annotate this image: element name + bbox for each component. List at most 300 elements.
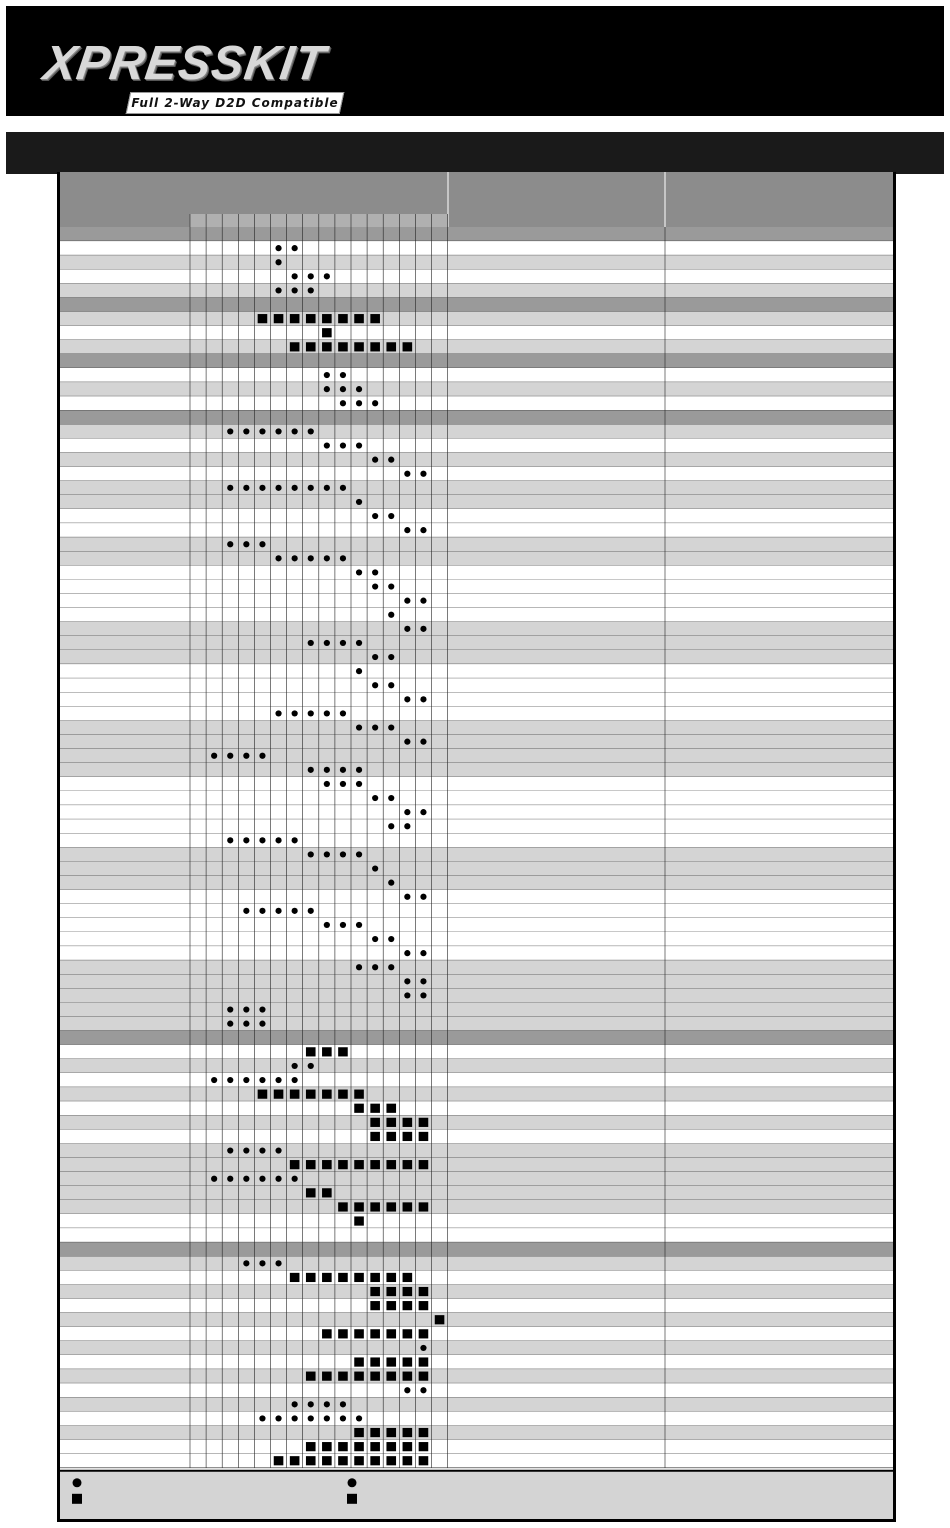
compatibility-square: [322, 1273, 332, 1282]
compatibility-dot: [404, 950, 410, 956]
compatibility-dot: [243, 1260, 249, 1266]
compatibility-square: [258, 314, 268, 323]
compatibility-dot: [356, 922, 362, 928]
compatibility-dot: [372, 795, 378, 801]
compatibility-dot: [340, 1415, 346, 1421]
compatibility-square: [403, 1160, 413, 1169]
compatibility-dot: [388, 724, 394, 730]
table-row: [60, 749, 893, 763]
compatibility-square: [306, 1047, 316, 1056]
compatibility-square: [338, 1329, 348, 1338]
compatibility-square: [354, 1357, 364, 1366]
compatibility-dot: [292, 1077, 298, 1083]
compatibility-square: [354, 1456, 364, 1465]
compatibility-dot: [259, 1006, 265, 1012]
table-row: [60, 678, 893, 692]
table-row: [60, 1327, 893, 1341]
compatibility-square: [386, 1372, 396, 1381]
compatibility-dot: [420, 1345, 426, 1351]
compatibility-dot: [372, 654, 378, 660]
compatibility-dot: [340, 442, 346, 448]
compatibility-dot: [420, 598, 426, 604]
header-cell-notes: [448, 172, 665, 227]
table-row: [60, 1454, 893, 1468]
compatibility-dot: [372, 936, 378, 942]
compatibility-dot: [404, 823, 410, 829]
table-row: [60, 763, 893, 777]
compatibility-dot: [372, 400, 378, 406]
compatibility-square: [370, 1456, 380, 1465]
compatibility-square: [386, 1273, 396, 1282]
tagline-text: Full 2-Way D2D Compatible: [131, 96, 339, 110]
compatibility-dot: [388, 612, 394, 618]
compatibility-dot: [404, 978, 410, 984]
table-row: [60, 791, 893, 805]
compatibility-square: [354, 1090, 364, 1099]
table-row: [60, 396, 893, 410]
compatibility-square: [403, 1301, 413, 1310]
compatibility-dot: [404, 739, 410, 745]
table-row: [60, 382, 893, 396]
compatibility-square: [354, 1104, 364, 1113]
compatibility-dot: [420, 1387, 426, 1393]
compatibility-dot: [404, 894, 410, 900]
compatibility-square: [419, 1132, 429, 1141]
square-icon: [72, 1494, 82, 1504]
compatibility-dot: [372, 457, 378, 463]
compatibility-dot: [324, 442, 330, 448]
tagline-badge: [126, 92, 345, 114]
compatibility-dot: [292, 710, 298, 716]
compatibility-dot: [243, 1021, 249, 1027]
compatibility-dot: [372, 513, 378, 519]
compatibility-dot: [404, 527, 410, 533]
compatibility-dot: [292, 245, 298, 251]
table-row: [60, 1313, 893, 1327]
compatibility-square: [354, 1273, 364, 1282]
compatibility-dot: [292, 908, 298, 914]
table-row: [60, 805, 893, 819]
table-row: [60, 269, 893, 283]
compatibility-square: [354, 1372, 364, 1381]
compatibility-dot: [356, 668, 362, 674]
table-row: [60, 1003, 893, 1017]
table-row: [60, 608, 893, 622]
compatibility-square: [338, 1090, 348, 1099]
compatibility-square: [338, 342, 348, 351]
compatibility-dot: [372, 865, 378, 871]
compatibility-dot: [404, 598, 410, 604]
table-row: [60, 692, 893, 706]
compatibility-dot: [388, 823, 394, 829]
table-row: [60, 523, 893, 537]
compatibility-square: [386, 1329, 396, 1338]
compatibility-square: [354, 1329, 364, 1338]
compatibility-square: [322, 1329, 332, 1338]
compatibility-dot: [324, 386, 330, 392]
compatibility-square: [370, 1118, 380, 1127]
compatibility-dot: [292, 1176, 298, 1182]
compatibility-square: [354, 1428, 364, 1437]
table-row: [60, 1087, 893, 1101]
compatibility-square: [322, 1442, 332, 1451]
section-bar: [60, 298, 893, 312]
compatibility-dot: [340, 400, 346, 406]
compatibility-square: [386, 1357, 396, 1366]
table-row: [60, 1158, 893, 1172]
compatibility-dot: [259, 837, 265, 843]
compatibility-dot: [243, 541, 249, 547]
compatibility-square: [403, 1202, 413, 1211]
compatibility-square: [338, 1372, 348, 1381]
compatibility-square: [306, 1188, 316, 1197]
compatibility-square: [338, 1442, 348, 1451]
compatibility-dot: [340, 485, 346, 491]
compatibility-dot: [388, 880, 394, 886]
compatibility-dot: [292, 1401, 298, 1407]
compatibility-dot: [275, 1260, 281, 1266]
compatibility-square: [386, 1301, 396, 1310]
compatibility-dot: [420, 978, 426, 984]
table-row: [60, 1186, 893, 1200]
compatibility-dot: [211, 753, 217, 759]
compatibility-dot: [227, 1147, 233, 1153]
compatibility-dot: [308, 767, 314, 773]
compatibility-dot: [388, 936, 394, 942]
table-row: [60, 1144, 893, 1158]
compatibility-square: [386, 1456, 396, 1465]
compatibility-dot: [308, 1063, 314, 1069]
compatibility-dot: [324, 922, 330, 928]
compatibility-dot: [275, 710, 281, 716]
compatibility-dot: [227, 1176, 233, 1182]
compatibility-dot: [388, 795, 394, 801]
compatibility-dot: [243, 837, 249, 843]
compatibility-square: [354, 314, 364, 323]
table-row: [60, 537, 893, 551]
compatibility-dot: [356, 442, 362, 448]
header-cell-model: [60, 172, 190, 227]
compatibility-square: [403, 1118, 413, 1127]
table-row: [60, 312, 893, 326]
compatibility-dot: [388, 682, 394, 688]
compatibility-square: [274, 314, 284, 323]
section-bar: [60, 410, 893, 424]
compatibility-square: [322, 342, 332, 351]
compatibility-square: [386, 1202, 396, 1211]
compatibility-dot: [420, 527, 426, 533]
compatibility-dot: [292, 273, 298, 279]
compatibility-square: [370, 1287, 380, 1296]
compatibility-dot: [259, 1147, 265, 1153]
compatibility-dot: [404, 1387, 410, 1393]
compatibility-dot: [372, 569, 378, 575]
table-row: [60, 1270, 893, 1284]
compatibility-dot: [259, 541, 265, 547]
compatibility-dot: [243, 1077, 249, 1083]
table-row: [60, 988, 893, 1002]
compatibility-square: [338, 1160, 348, 1169]
compatibility-square: [386, 1104, 396, 1113]
compatibility-dot: [259, 1176, 265, 1182]
compatibility-square: [306, 342, 316, 351]
table-row: [60, 1341, 893, 1355]
compatibility-dot: [404, 471, 410, 477]
compatibility-square: [290, 1160, 300, 1169]
compatibility-square: [403, 342, 413, 351]
header-cell-years: [190, 172, 448, 214]
compatibility-dot: [292, 287, 298, 293]
compatibility-dot: [420, 894, 426, 900]
compatibility-dot: [275, 259, 281, 265]
table-row: [60, 1172, 893, 1186]
table-row: [60, 721, 893, 735]
dot-icon: [348, 1478, 357, 1487]
compatibility-dot: [340, 386, 346, 392]
compatibility-dot: [324, 781, 330, 787]
compatibility-dot: [259, 1077, 265, 1083]
compatibility-dot: [308, 1401, 314, 1407]
compatibility-dot: [388, 513, 394, 519]
section-bar: [60, 227, 893, 241]
compatibility-dot: [324, 372, 330, 378]
compatibility-square: [322, 1456, 332, 1465]
compatibility-dot: [259, 1260, 265, 1266]
compatibility-square: [403, 1456, 413, 1465]
compatibility-square: [322, 1372, 332, 1381]
table-row: [60, 368, 893, 382]
compatibility-square: [354, 1202, 364, 1211]
table-row: [60, 1115, 893, 1129]
table-row: [60, 580, 893, 594]
header-cell-info: [665, 172, 893, 227]
table-row: [60, 1073, 893, 1087]
compatibility-dot: [243, 1176, 249, 1182]
compatibility-square: [419, 1329, 429, 1338]
compatibility-square: [370, 1301, 380, 1310]
table-row: [60, 1017, 893, 1031]
compatibility-dot: [259, 485, 265, 491]
compatibility-dot: [340, 781, 346, 787]
compatibility-dot: [420, 950, 426, 956]
compatibility-square: [338, 1047, 348, 1056]
table-row: [60, 241, 893, 255]
table-row: [60, 1411, 893, 1425]
compatibility-square: [403, 1372, 413, 1381]
compatibility-square: [370, 1329, 380, 1338]
compatibility-dot: [227, 753, 233, 759]
compatibility-square: [338, 1202, 348, 1211]
compatibility-dot: [275, 1077, 281, 1083]
compatibility-dot: [324, 640, 330, 646]
table-row: [60, 495, 893, 509]
compatibility-square: [290, 314, 300, 323]
table-row: [60, 664, 893, 678]
compatibility-square: [290, 1273, 300, 1282]
compatibility-dot: [356, 569, 362, 575]
compatibility-dot: [356, 724, 362, 730]
compatibility-square: [370, 1428, 380, 1437]
compatibility-dot: [243, 908, 249, 914]
compatibility-square: [354, 1216, 364, 1225]
compatibility-dot: [227, 1006, 233, 1012]
table-row: [60, 862, 893, 876]
compatibility-dot: [420, 809, 426, 815]
compatibility-dot: [404, 992, 410, 998]
compatibility-square: [370, 1202, 380, 1211]
compatibility-square: [354, 342, 364, 351]
table-row: [60, 1285, 893, 1299]
table-row: [60, 424, 893, 438]
compatibility-dot: [340, 851, 346, 857]
compatibility-dot: [420, 626, 426, 632]
compatibility-dot: [275, 1415, 281, 1421]
legend-panel: [60, 1471, 893, 1519]
table-row: [60, 904, 893, 918]
compatibility-dot: [404, 626, 410, 632]
compatibility-square: [322, 1090, 332, 1099]
compatibility-dot: [324, 555, 330, 561]
compatibility-dot: [243, 753, 249, 759]
compatibility-square: [370, 1357, 380, 1366]
compatibility-dot: [324, 767, 330, 773]
compatibility-square: [419, 1456, 429, 1465]
compatibility-dot: [340, 922, 346, 928]
compatibility-dot: [292, 1415, 298, 1421]
table-row: [60, 453, 893, 467]
compatibility-dot: [292, 1063, 298, 1069]
compatibility-square: [258, 1090, 268, 1099]
table-row: [60, 594, 893, 608]
compatibility-dot: [275, 245, 281, 251]
compatibility-dot: [292, 485, 298, 491]
compatibility-dot: [356, 400, 362, 406]
table-row: [60, 946, 893, 960]
table-row: [60, 326, 893, 340]
table-row: [60, 481, 893, 495]
compatibility-square: [386, 1160, 396, 1169]
compatibility-square: [435, 1315, 445, 1324]
table-row: [60, 1101, 893, 1115]
table-row: [60, 1200, 893, 1214]
compatibility-square: [419, 1287, 429, 1296]
compatibility-square: [403, 1132, 413, 1141]
compatibility-square: [322, 1047, 332, 1056]
compatibility-square: [386, 1118, 396, 1127]
compatibility-square: [306, 1090, 316, 1099]
compatibility-dot: [275, 287, 281, 293]
table-row: [60, 255, 893, 269]
table-row: [60, 622, 893, 636]
compatibility-square: [322, 1188, 332, 1197]
table-row: [60, 1369, 893, 1383]
compatibility-dot: [356, 964, 362, 970]
compatibility-square: [354, 1442, 364, 1451]
table-row: [60, 1383, 893, 1397]
table-row: [60, 1426, 893, 1440]
compatibility-square: [419, 1301, 429, 1310]
compatibility-square: [370, 314, 380, 323]
compatibility-dot: [308, 555, 314, 561]
compatibility-dot: [372, 964, 378, 970]
table-row: [60, 932, 893, 946]
table-row: [60, 467, 893, 481]
compatibility-dot: [340, 1401, 346, 1407]
compatibility-square: [403, 1329, 413, 1338]
compatibility-dot: [324, 710, 330, 716]
compatibility-dot: [356, 499, 362, 505]
compatibility-square: [419, 1428, 429, 1437]
compatibility-square: [290, 1090, 300, 1099]
table-row: [60, 974, 893, 988]
compatibility-dot: [308, 273, 314, 279]
compatibility-dot: [259, 428, 265, 434]
compatibility-dot: [259, 908, 265, 914]
compatibility-dot: [324, 1401, 330, 1407]
compatibility-dot: [356, 386, 362, 392]
compatibility-square: [403, 1357, 413, 1366]
table-row: [60, 735, 893, 749]
compatibility-square: [419, 1442, 429, 1451]
table-row: [60, 283, 893, 297]
table-row: [60, 706, 893, 720]
compatibility-square: [274, 1090, 284, 1099]
compatibility-square: [386, 1428, 396, 1437]
compatibility-dot: [308, 485, 314, 491]
compatibility-dot: [275, 908, 281, 914]
compatibility-square: [306, 1160, 316, 1169]
compatibility-dot: [275, 1147, 281, 1153]
compatibility-square: [370, 1372, 380, 1381]
compatibility-square: [386, 1287, 396, 1296]
table-row: [60, 1059, 893, 1073]
compatibility-dot: [243, 1006, 249, 1012]
compatibility-dot: [388, 457, 394, 463]
compatibility-dot: [292, 428, 298, 434]
table-row: [60, 960, 893, 974]
compatibility-dot: [227, 1077, 233, 1083]
compatibility-dot: [259, 1021, 265, 1027]
compatibility-dot: [227, 541, 233, 547]
section-bar: [60, 1031, 893, 1045]
compatibility-dot: [340, 555, 346, 561]
compatibility-dot: [227, 837, 233, 843]
compatibility-dot: [324, 1415, 330, 1421]
compatibility-dot: [404, 809, 410, 815]
compatibility-dot: [340, 640, 346, 646]
compatibility-square: [419, 1202, 429, 1211]
table-row: [60, 1397, 893, 1411]
header-banner: [6, 6, 944, 116]
compatibility-dot: [420, 696, 426, 702]
compatibility-dot: [372, 682, 378, 688]
square-icon: [347, 1494, 357, 1504]
compatibility-square: [370, 1273, 380, 1282]
compatibility-dot: [259, 1415, 265, 1421]
compatibility-square: [419, 1372, 429, 1381]
compatibility-square: [403, 1273, 413, 1282]
compatibility-square: [419, 1118, 429, 1127]
compatibility-square: [419, 1160, 429, 1169]
compatibility-dot: [275, 555, 281, 561]
title-bar: [6, 132, 944, 174]
section-bar: [60, 1242, 893, 1256]
table-row: [60, 1440, 893, 1454]
compatibility-square: [338, 1273, 348, 1282]
compatibility-square: [354, 1160, 364, 1169]
table-row: [60, 1355, 893, 1369]
compatibility-dot: [356, 767, 362, 773]
